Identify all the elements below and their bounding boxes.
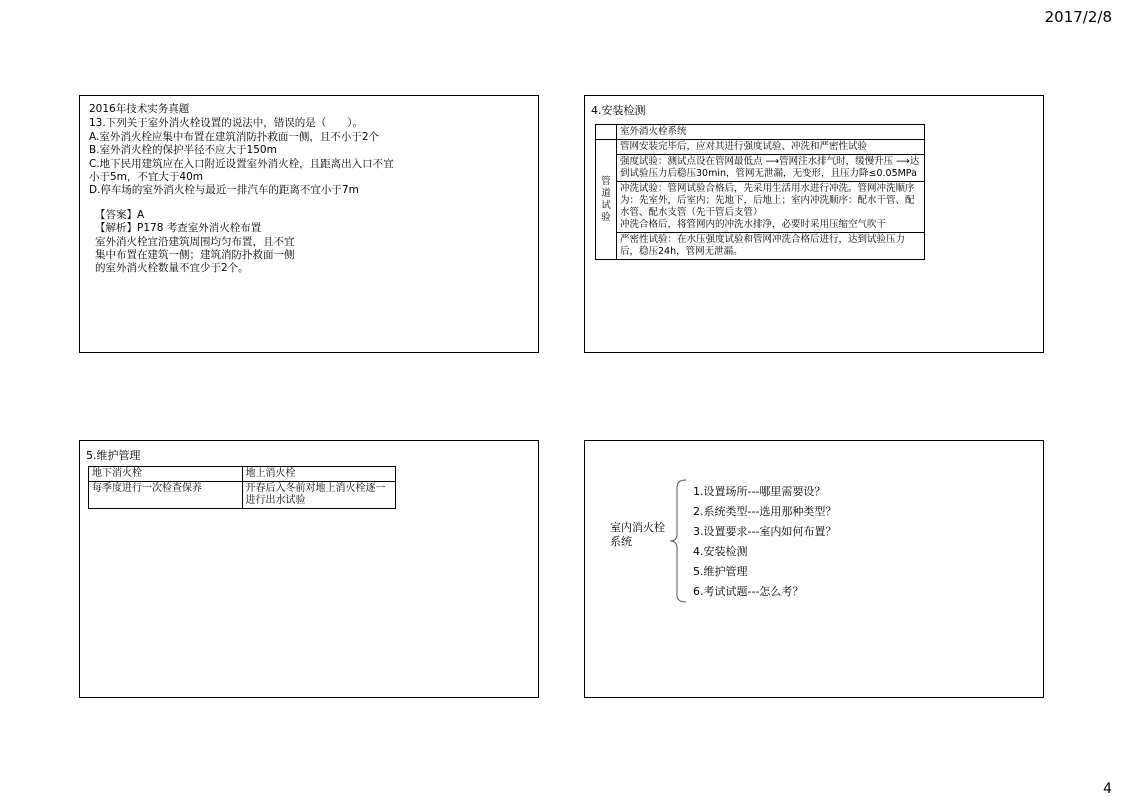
outline-root: 室内消火栓系统: [610, 521, 665, 548]
option-a: A.室外消火栓应集中布置在建筑消防扑救面一侧，且不小于2个: [89, 130, 380, 143]
table-row: 冲洗试验：管网试验合格后，先采用生活用水进行冲洗。管网冲洗顺序为：先室外，后室内；先地下，后地上；室内冲洗顺序：配水干管、配水管、配水支管（先干管后支管） 冲洗合格后，将管网内的冲洗水排净，必要时采用压缩空气吹干: [617, 182, 925, 233]
table-row: 严密性试验：在水压强度试验和管网冲洗合格后进行，达到试验压力后，稳压24h，管网无泄漏。: [617, 233, 925, 260]
brace-icon: [669, 479, 687, 603]
list-item: 3.设置要求---室内如何布置？: [693, 525, 837, 538]
page-number: 4: [1103, 781, 1112, 797]
slide-title: 4.安装检测: [591, 104, 646, 117]
option-c: C.地下民用建筑应在入口附近设置室外消火栓，且距离出入口不宜小于5m，不宜大于40m: [89, 157, 394, 184]
list-item: 2.系统类型---选用那种类型？: [693, 505, 837, 518]
question-block: [89, 103, 399, 276]
table-row: 管网安装完毕后，应对其进行强度试验、冲洗和严密性试验: [617, 140, 925, 155]
slide-title: 2016年技术实务真题: [89, 103, 190, 115]
table-cell: 每季度进行一次检查保养: [89, 482, 243, 509]
list-item: 1.设置场所---哪里需要设？: [693, 485, 826, 498]
analysis-line: 室外消火栓宜沿建筑周围均匀布置，且不宜: [95, 235, 295, 248]
slide-installation-testing: [584, 95, 1044, 353]
option-b: B.室外消火栓的保护半径不应大于150m: [89, 144, 277, 157]
outline-list: [693, 482, 836, 602]
question-stem: 13.下列关于室外消火栓设置的说法中，错误的是（ ）。: [89, 117, 363, 130]
table-header: 地上消火栓: [242, 467, 396, 482]
option-d: D.停车场的室外消火栓与最近一排汽车的距离不宜小于7m: [89, 184, 359, 197]
list-item: 4.安装检测: [693, 545, 748, 558]
analysis-heading: 【解析】P178 考查室外消火栓布置: [95, 222, 262, 235]
slide-maintenance: [79, 440, 539, 698]
table-header: 地下消火栓: [89, 467, 243, 482]
analysis-line: 的室外消火栓数量不宜少于2个。: [95, 262, 249, 275]
side-label-pipe-test: 管 道 试 验: [596, 140, 617, 260]
table-cell: 开春后入冬前对地上消火栓逐一进行出水试验: [242, 482, 396, 509]
pipe-test-table: [595, 124, 925, 260]
table-header: 室外消火栓系统: [617, 125, 925, 140]
slide-title: 5.维护管理: [86, 449, 141, 462]
maintenance-table: [88, 466, 396, 509]
list-item: 6.考试试题---怎么考？: [693, 585, 804, 598]
answer-text: 【答案】A: [95, 208, 145, 221]
print-date: 2017/2/8: [1044, 8, 1112, 26]
slide-outline: [584, 440, 1044, 698]
table-row: 强度试验：测试点设在管网最低点 ⟶管网注水排气时，缓慢升压 ⟶达到试验压力后稳压30min，管网无泄漏，无变形，且压力降≤0.05MPa: [617, 155, 925, 182]
analysis-line: 集中布置在建筑一侧；建筑消防扑救面一侧: [95, 249, 295, 262]
list-item: 5.维护管理: [693, 565, 748, 578]
slide-exam-question: [79, 95, 539, 353]
